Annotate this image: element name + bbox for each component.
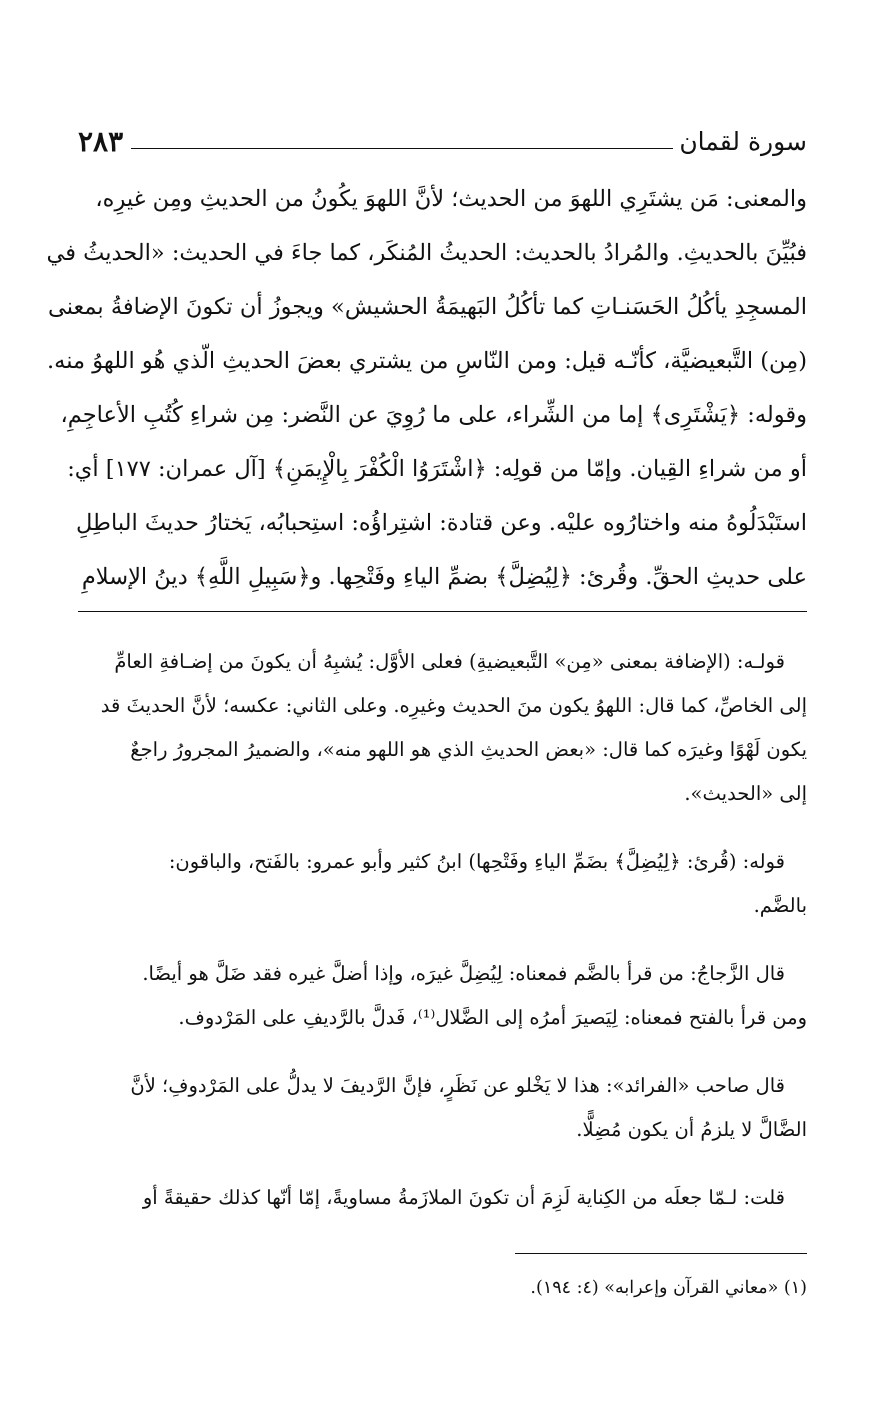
- commentary-line: قولـه: (الإضافة بمعنى «مِن» التَّبعيضيةِ) فعلى الأوَّل: يُشبِهُ أن يكونَ من إضـافةِ العامِّ: [114, 650, 785, 673]
- commentary-line: قال الزَّجاجُ: من قرأ بالضَّم فمعناه: لِيُضِلَّ غيرَه، وإذا أضلَّ غيره فقد ضَلَّ هو أيضًا.: [142, 962, 785, 985]
- main-text-block: [46, 172, 807, 604]
- header-rule: [131, 148, 673, 149]
- commentary-line: ومن قرأ بالفتح فمعناه: لِيَصيرَ أمرُه إلى الضَّلال⁽¹⁾، فَدلَّ بالرَّديفِ على المَرْدوف.: [178, 1006, 807, 1029]
- running-header: [78, 118, 807, 158]
- footnote: (١) «معاني القرآن وإعرابه» (٤: ١٩٤).: [530, 1278, 807, 1298]
- main-text-line: استَبْدَلُوهُ منه واختارُوه عليْه. وعن قتادة: اشتِراؤُه: استِحبابُه، يَختارُ حديثَ الباطِلِ: [76, 510, 807, 536]
- commentary-line: قال صاحب «الفرائد»: هذا لا يَخْلو عن نَظَرٍ، فإنَّ الرَّديفَ لا يدلُّ على المَرْدوفِ؛ لأنَّ: [130, 1074, 785, 1097]
- commentary-line: إلى الخاصِّ، كما قال: اللهوُ يكون منَ الحديث وغيرِه. وعلى الثاني: عكسه؛ لأنَّ الحديثَ قد: [100, 694, 807, 717]
- surah-title: سورة لقمان: [679, 127, 807, 156]
- commentary-line: بالضَّم.: [753, 894, 807, 917]
- commentary-paragraph: [78, 1176, 807, 1220]
- main-text-line: أو من شراءِ القِيان. وإمّا من قولِه: ﴿اشْتَرَوُا الْكُفْرَ بِالْإِيمَنِ﴾ [آل عمران: ١٧٧] أي:: [67, 456, 807, 482]
- commentary-paragraph: [78, 640, 807, 816]
- main-text-line: المسجِدِ يأكُلُ الحَسَنـاتِ كما تأكُلُ البَهيمَةُ الحشيش» ويجوزُ أن تكونَ الإضافةُ بمعنى: [48, 294, 807, 320]
- footnote-rule: [515, 1253, 807, 1254]
- commentary-line: الضَّالَّ لا يلزمُ أن يكون مُضِلًّا.: [576, 1118, 807, 1141]
- commentary-line: قلت: لـمّا جعلَه من الكِناية لَزِمَ أن تكونَ الملازَمةُ مساويةً، إمّا أنّها كذلك حقيقةً أو: [142, 1186, 785, 1209]
- main-text-line: والمعنى: مَن يشتَرِي اللهوَ من الحديث؛ لأنَّ اللهوَ يكُونُ من الحديثِ ومِن غيرِه،: [95, 186, 807, 212]
- page-number: ٢٨٣: [78, 125, 124, 158]
- main-commentary-separator: [78, 611, 807, 612]
- commentary-paragraph: [78, 840, 807, 928]
- commentary-block: [78, 640, 807, 1244]
- commentary-line: إلى «الحديث».: [684, 782, 807, 805]
- main-text-line: فبُيِّنَ بالحديثِ. والمُرادُ بالحديث: الحديثُ المُنكَر، كما جاءَ في الحديث: «الحديثُ في: [46, 240, 807, 266]
- commentary-line: يكون لَهْوًا وغيرَه كما قال: «بعض الحديثِ الذي هو اللهو منه»، والضميرُ المجرورُ راجعٌ: [130, 738, 807, 761]
- main-text-line: (مِن) التَّبعيضيَّة، كأنّـه قيل: ومن النّاسِ من يشتري بعضَ الحديثِ الّذي هُو اللهوُ منه.: [46, 348, 807, 374]
- main-text-line: على حديثِ الحقِّ. وقُرئ: ﴿لِيُضِلَّ﴾ بضمِّ الياءِ وفَتْحِها. و﴿سَبِيلِ اللَّهِ﴾ دينُ الإسلامِ: [81, 564, 807, 590]
- commentary-paragraph: [78, 1064, 807, 1152]
- main-text-line: وقوله: ﴿يَشْتَرِى﴾ إما من الشِّراء، على ما رُوِيَ عن النَّضر: مِن شراءِ كُتُبِ الأعاجِمِ،: [60, 402, 807, 428]
- commentary-paragraph: [78, 952, 807, 1040]
- commentary-line: قوله: (قُرئ: ﴿لِيُضِلَّ﴾ بضَمِّ الياءِ وفَتْحِها) ابنُ كثير وأبو عمرو: بالفَتح، والباقون:: [168, 850, 785, 873]
